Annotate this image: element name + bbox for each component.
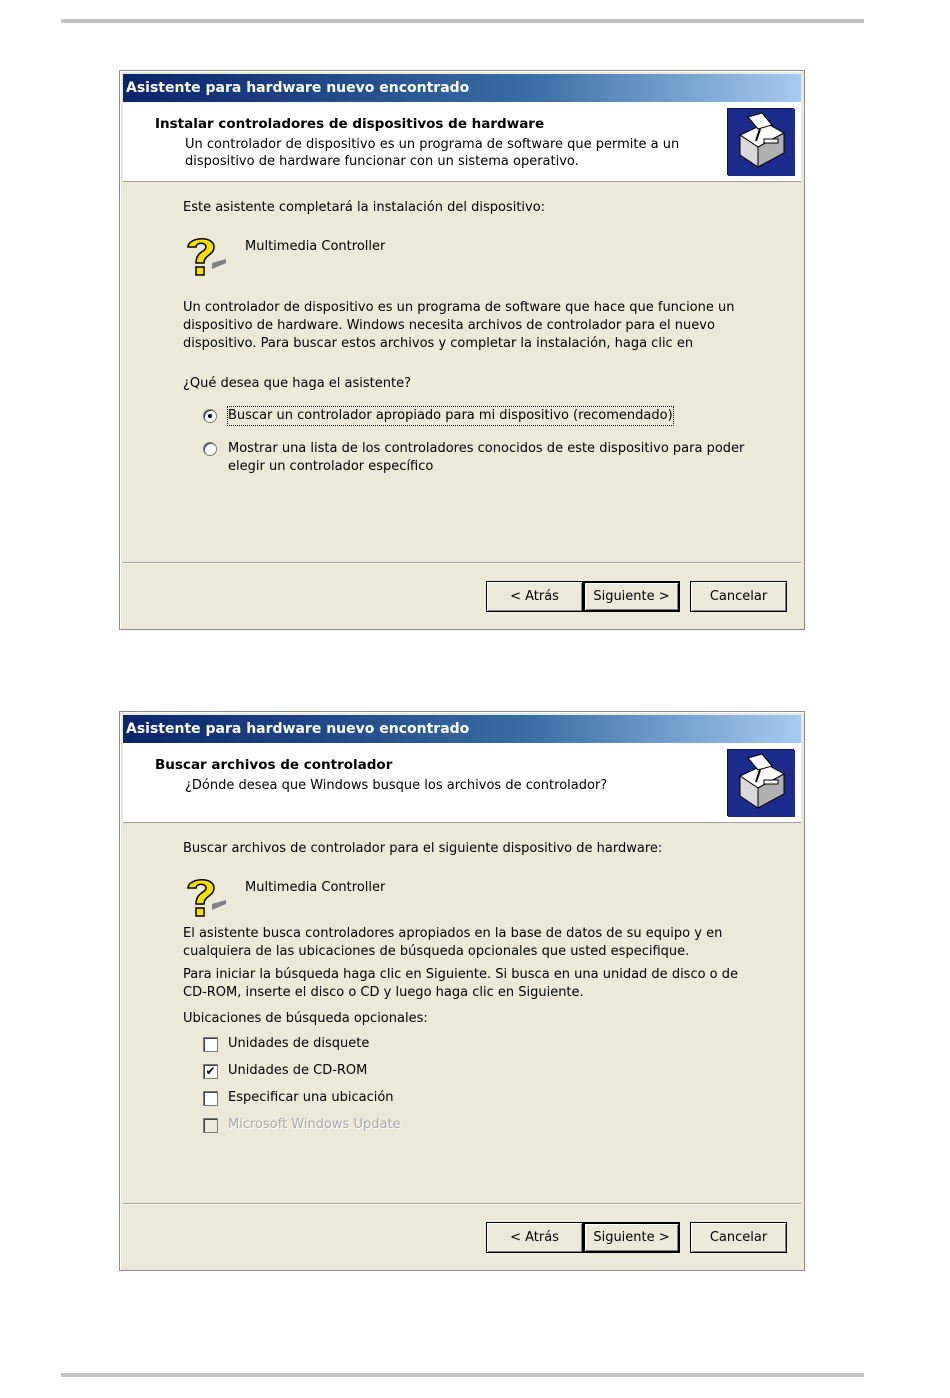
title-bar: Asistente para hardware nuevo encontrado (123, 715, 801, 743)
unknown-device-question-icon (182, 874, 228, 922)
device-row (182, 874, 482, 924)
description-text: Un controlador de dispositivo es un programa de software que hace que funcione un dispositivo de hardware. Windows necesita archivos de controlador para el nuevo dispositivo. Para buscar estos archivos y completar la instalación, haga clic en (183, 300, 735, 351)
header-title: Buscar archivos de controlador (155, 757, 393, 773)
location-windows-update-label: Microsoft Windows Update (228, 1117, 401, 1132)
title-bar: Asistente para hardware nuevo encontrado (123, 74, 801, 102)
intro-text: Buscar archivos de controlador para el siguiente dispositivo de hardware: (183, 841, 663, 856)
checkbox-specify[interactable] (203, 1091, 218, 1106)
location-windows-update (203, 1116, 763, 1136)
description-text-1: El asistente busca controladores apropiados en la base de datos de su equipo y en cualquiera de las ubicaciones de búsqueda opcionales que usted especifique. (183, 926, 723, 959)
device-row (182, 233, 482, 283)
locations-label: Ubicaciones de búsqueda opcionales: (183, 1011, 428, 1026)
location-cdrom-label[interactable]: Unidades de CD-ROM (228, 1063, 368, 1078)
top-rule (61, 19, 864, 23)
next-button[interactable]: Siguiente > (583, 1222, 680, 1253)
checkbox-windows-update (203, 1118, 218, 1133)
wizard-header (123, 743, 801, 823)
cancel-button[interactable]: Cancelar (690, 581, 787, 612)
location-cdrom[interactable] (203, 1062, 763, 1082)
device-name: Multimedia Controller (245, 880, 386, 895)
wizard-header (123, 102, 801, 182)
button-separator (123, 1203, 801, 1205)
radio-search-driver[interactable] (203, 409, 217, 423)
option-show-list-label[interactable]: Mostrar una lista de los controladores conocidos de este dispositivo para poder elegir un controlador específico (228, 441, 745, 474)
intro-text: Este asistente completará la instalación del dispositivo: (183, 200, 546, 215)
button-separator (123, 562, 801, 564)
next-button[interactable]: Siguiente > (583, 581, 680, 612)
unknown-device-question-icon (182, 233, 228, 281)
bottom-rule (61, 1373, 864, 1377)
cancel-button[interactable]: Cancelar (690, 1222, 787, 1253)
wizard-dialog-search-driver-files (119, 711, 805, 1271)
option-search-driver-label[interactable]: Buscar un controlador apropiado para mi dispositivo (recomendado) (228, 408, 673, 423)
header-subtitle: ¿Dónde desea que Windows busque los archivos de controlador? (185, 778, 608, 793)
wizard-dialog-install-drivers (119, 70, 805, 630)
option-show-list[interactable] (203, 440, 763, 478)
checkbox-cdrom[interactable]: ✔ (203, 1064, 218, 1079)
question-text: ¿Qué desea que haga el asistente? (183, 376, 411, 391)
hardware-wizard-icon (727, 749, 794, 816)
location-specify-label[interactable]: Especificar una ubicación (228, 1090, 394, 1105)
back-button[interactable]: < Atrás (486, 1222, 583, 1253)
radio-show-list[interactable] (203, 442, 217, 456)
checkbox-floppy[interactable] (203, 1037, 218, 1052)
option-search-driver[interactable] (203, 407, 763, 427)
back-button[interactable]: < Atrás (486, 581, 583, 612)
location-floppy[interactable] (203, 1035, 763, 1055)
header-title: Instalar controladores de dispositivos de hardware (155, 116, 545, 132)
hardware-wizard-icon (727, 108, 794, 175)
device-name: Multimedia Controller (245, 239, 386, 254)
location-floppy-label[interactable]: Unidades de disquete (228, 1036, 370, 1051)
header-subtitle: Un controlador de dispositivo es un programa de software que permite a un dispositivo de hardware funcionar con un sistema operativo. (185, 137, 680, 169)
description-text-2: Para iniciar la búsqueda haga clic en Siguiente. Si busca en una unidad de disco o de CD-ROM, inserte el disco o CD y luego haga clic en Siguiente. (183, 967, 739, 1000)
location-specify[interactable] (203, 1089, 763, 1109)
